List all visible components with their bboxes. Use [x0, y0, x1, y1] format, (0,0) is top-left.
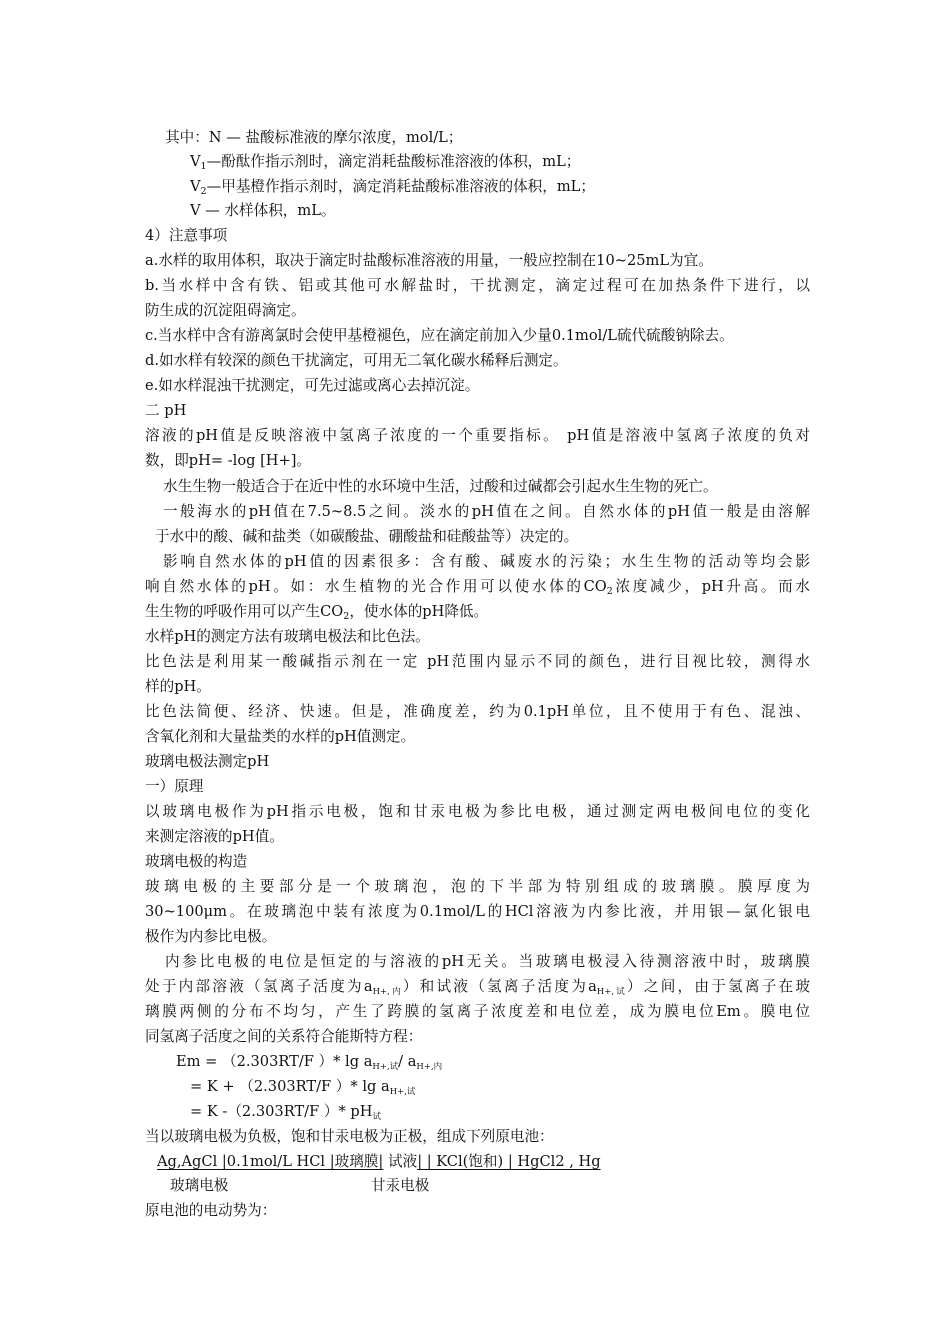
ph-para7-line1: 比色法简便、经济、快速。但是，准确度差，约为0.1pH单位，且不使用于有色、混浊、	[145, 703, 810, 720]
structure-line3: 极作为内参比电极。	[145, 928, 277, 945]
ph-para4-line2	[145, 577, 810, 602]
equation-3	[190, 1102, 855, 1127]
equation-2	[190, 1077, 855, 1102]
calomel-electrode-notation: | | KCl(饱和) | HgCl2 , Hg	[417, 1153, 601, 1170]
label-calomel-electrode: 甘汞电极	[371, 1177, 430, 1194]
v1-description: —酚酞作指示剂时，滴定消耗盐酸标准溶液的体积，mL；	[206, 153, 581, 170]
activity-test-subscript: H+,试	[596, 987, 628, 997]
ph-para1-line1: 溶液的pH值是反映溶液中氢离子浓度的一个重要指标。 pH值是溶液中氢离子浓度的负对	[145, 427, 810, 444]
co2-subscript: 2	[343, 611, 350, 622]
v1-symbol: V	[190, 153, 201, 170]
note-c: c.当水样中含有游离氯时会使甲基橙褪色，应在滴定前加入少量0.1mol/L硫代硫酸钠除去。	[145, 327, 734, 344]
ph-para4-line3-tail: ，使水体的pH降低。	[349, 603, 489, 620]
potential-line2-text: 处于内部溶液（氢离子活度为a	[145, 978, 373, 995]
note-b-line2: 防生成的沉淀阻碍滴定。	[145, 302, 306, 319]
potential-line4: 同氢离子活度之间的关系符合能斯特方程：	[145, 1028, 423, 1045]
equation-1	[176, 1052, 841, 1077]
structure-line2: 30~100μm。在玻璃泡中装有浓度为0.1mol/L的HCl溶液为内参比液，并用银—氯化银电	[145, 903, 810, 920]
formula-note-n: 其中：N — 盐酸标准液的摩尔浓度，mol/L；	[165, 129, 463, 146]
glass-electrode-notation: Ag,AgCl |0.1mol/L HCl |玻璃膜|	[157, 1153, 384, 1170]
notes-heading: 4）注意事项	[145, 227, 228, 244]
v2-description: —甲基橙作指示剂时，滴定消耗盐酸标准溶液的体积，mL；	[206, 178, 595, 195]
potential-line2-mid: ）和试液（氢离子活度为a	[402, 978, 597, 995]
test-solution-notation: 试液	[383, 1153, 418, 1170]
equation-1-text: Em = （2.303RT/F ）* lg a	[176, 1053, 373, 1070]
potential-line1: 内参比电极的电位是恒定的与溶液的pH无关。当玻璃电极浸入待测溶液中时，玻璃膜	[165, 953, 810, 970]
principle-line1: 以玻璃电极作为pH指示电极，饱和甘汞电极为参比电极，通过测定两电极间电位的变化	[145, 803, 810, 820]
activity-inner-subscript: H+,内	[372, 987, 403, 997]
potential-line2-tail: ）之间，由于氢离子在玻	[627, 978, 810, 995]
equation-3-subscript: 试	[372, 1112, 381, 1122]
emf-line: 原电池的电动势为：	[145, 1202, 277, 1219]
principle-heading: 一）原理	[145, 778, 204, 795]
label-glass-electrode: 玻璃电极	[170, 1177, 229, 1194]
ph-para3-line1: 一般海水的pH值在7.5~8.5之间。淡水的pH值在之间。自然水体的pH值一般是由溶解	[163, 503, 810, 520]
v2-symbol: V	[190, 178, 201, 195]
note-b-line1: b.当水样中含有铁、铝或其他可水解盐时，干扰测定，滴定过程可在加热条件下进行，以	[145, 277, 810, 294]
v2-subscript: 2	[200, 186, 207, 197]
note-a: a.水样的取用体积，取决于滴定时盐酸标准溶液的用量，一般应控制在10~25mL为宜。	[145, 252, 713, 269]
ph-para3-line2: 于水中的酸、碱和盐类（如碳酸盐、硼酸盐和硅酸盐等）决定的。	[155, 528, 579, 545]
structure-line1: 玻璃电极的主要部分是一个玻璃泡，泡的下半部为特别组成的玻璃膜。膜厚度为	[145, 878, 810, 895]
formula-note-v2	[190, 177, 855, 202]
ph-para6-line1: 比色法是利用某一酸碱指示剂在一定 pH范围内显示不同的颜色，进行目视比较，测得水	[145, 653, 810, 670]
ph-heading: 二 pH	[145, 402, 187, 419]
ph-para4-line2-tail: 浓度减少，pH升高。而水	[612, 578, 810, 595]
principle-line2: 来测定溶液的pH值。	[145, 828, 284, 845]
co2-subscript: 2	[606, 586, 613, 597]
ph-para6-line2: 样的pH。	[145, 678, 211, 695]
equation-3-text: = K -（2.303RT/F ）* pH	[190, 1103, 373, 1120]
cell-intro: 当以玻璃电极为负极，饱和甘汞电极为正极，组成下列原电池：	[145, 1128, 554, 1145]
structure-heading: 玻璃电极的构造	[145, 853, 248, 870]
ph-para7-line2: 含氧化剂和大量盐类的水样的pH值测定。	[145, 728, 416, 745]
ph-para4-line3	[145, 602, 810, 627]
equation-1-subscript-inner: H+,内	[416, 1062, 443, 1072]
ph-para2: 水生生物一般适合于在近中性的水环境中生活，过酸和过碱都会引起水生生物的死亡。	[163, 478, 718, 495]
note-e: e.如水样混浊干扰测定，可先过滤或离心去掉沉淀。	[145, 377, 480, 394]
equation-1-mid: / a	[398, 1053, 417, 1070]
formula-note-v: V — 水样体积，mL。	[190, 202, 336, 219]
equation-2-subscript: H+,试	[389, 1087, 416, 1097]
ph-para5: 水样pH的测定方法有玻璃电极法和比色法。	[145, 628, 430, 645]
potential-line2	[145, 977, 810, 1002]
potential-line3: 璃膜两侧的分布不均匀，产生了跨膜的氢离子浓度差和电位差，成为膜电位Em。膜电位	[145, 1003, 810, 1020]
v1-subscript: 1	[200, 161, 207, 172]
ph-para4-line2-text: 响自然水体的pH。如：水生植物的光合作用可以使水体的CO	[145, 578, 607, 595]
cell-notation	[157, 1152, 822, 1172]
ph-para4-line3-text: 生生物的呼吸作用可以产生CO	[145, 603, 344, 620]
ph-para1-line2: 数，即pH= -log [H+]。	[145, 452, 312, 469]
glass-heading: 玻璃电极法测定pH	[145, 753, 270, 770]
equation-2-text: = K + （2.303RT/F ）* lg a	[190, 1078, 390, 1095]
ph-para4-line1: 影响自然水体的pH值的因素很多：含有酸、碱废水的污染；水生生物的活动等均会影	[163, 553, 810, 570]
formula-note-v1	[190, 152, 855, 177]
equation-1-subscript-test: H+,试	[372, 1062, 399, 1072]
note-d: d.如水样有较深的颜色干扰滴定，可用无二氧化碳水稀释后测定。	[145, 352, 568, 369]
